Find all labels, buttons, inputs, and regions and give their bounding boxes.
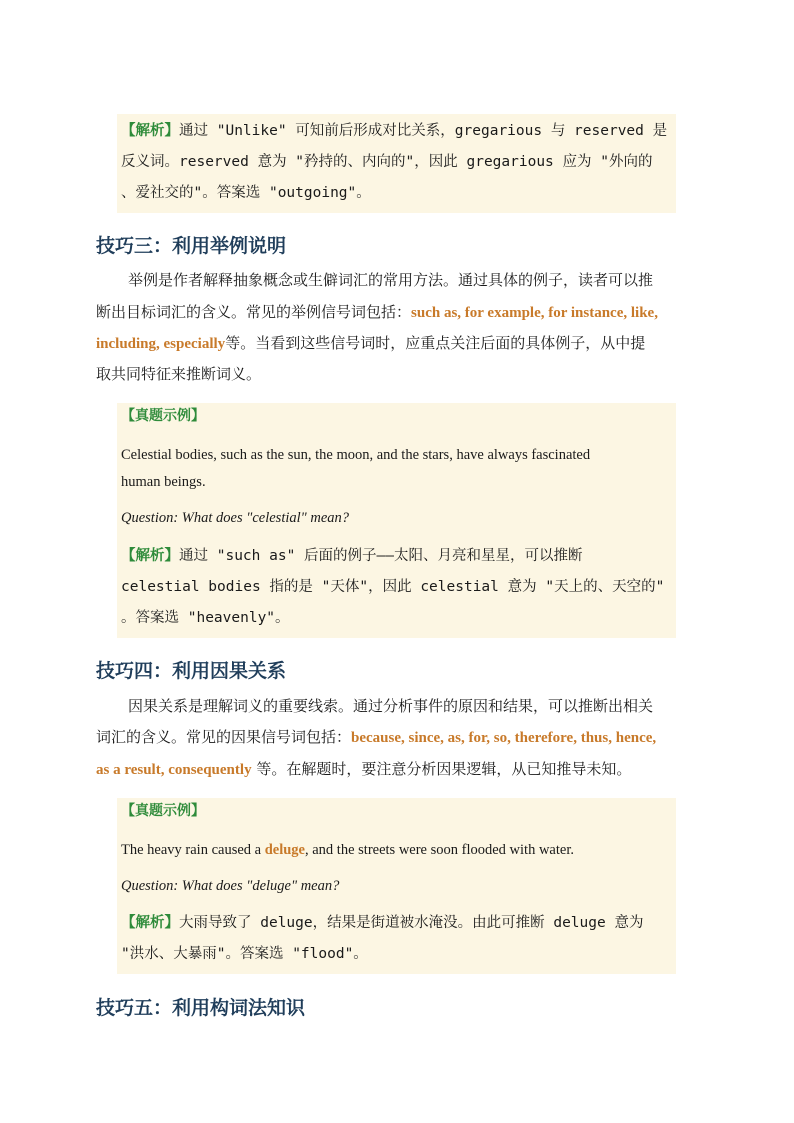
example-sentence xyxy=(121,840,574,860)
analysis-line-2: celestial bodies 指的是 "天体"，因此 celestial 意为 "天上的、天空的" xyxy=(121,579,665,595)
analysis-line-1 xyxy=(121,121,667,141)
analysis-line-1 xyxy=(121,546,583,566)
example-sentence-line-1: Celestial bodies, such as the sun, the moon, and the stars, have always fascinated xyxy=(121,447,591,463)
para-text: 等。在解题时，要注意分析因果逻辑，从已知推导未知。 xyxy=(251,760,632,778)
example-sentence-line-2: human beings. xyxy=(121,474,206,490)
example-question: Question: What does "celestial" mean? xyxy=(121,510,350,526)
section-heading-4: 技巧四：利用因果关系 xyxy=(96,660,287,682)
target-word: deluge xyxy=(264,842,305,858)
analysis-text: 通过 "Unlike" 可知前后形成对比关系，gregarious 与 reserved 是 xyxy=(179,123,668,139)
analysis-text: 通过 "such as" 后面的例子——太阳、月亮和星星，可以推断 xyxy=(179,548,583,564)
example-tag: 【真题示例】 xyxy=(121,408,205,424)
para-text: 断出目标词汇的含义。常见的举例信号词包括： xyxy=(96,303,412,321)
analysis-box-1 xyxy=(117,114,676,213)
section4-para-line-1: 因果关系是理解词义的重要线索。通过分析事件的原因和结果，可以推断出相关 xyxy=(128,697,654,715)
para-text: 等。当看到这些信号词时，应重点关注后面的具体例子，从中提 xyxy=(225,334,646,352)
signal-words: including, especially xyxy=(96,336,226,352)
section-heading-3: 技巧三：利用举例说明 xyxy=(96,235,287,257)
analysis-line-3: 、爱社交的"。答案选 "outgoing"。 xyxy=(121,185,371,201)
sentence-text: The heavy rain caused a xyxy=(121,842,265,858)
section4-para-line-2 xyxy=(96,727,656,748)
signal-words: such as, for example, for instance, like, xyxy=(411,305,658,321)
analysis-tag: 【解析】 xyxy=(121,123,179,139)
analysis-line-2: 反义词。reserved 意为 "矜持的、内向的"，因此 gregarious 应为 "外向的 xyxy=(121,154,653,170)
analysis-line-3: 。答案选 "heavenly"。 xyxy=(121,610,290,626)
section-heading-5: 技巧五：利用构词法知识 xyxy=(96,997,306,1019)
section3-para-line-4: 取共同特征来推断词义。 xyxy=(96,365,262,383)
section4-para-line-3 xyxy=(96,759,631,780)
analysis-line-1 xyxy=(121,913,643,933)
example-box-4 xyxy=(117,798,676,974)
example-box-3 xyxy=(117,403,676,638)
para-text: 词汇的含义。常见的因果信号词包括： xyxy=(96,728,352,746)
example-tag: 【真题示例】 xyxy=(121,803,205,819)
example-question: Question: What does "deluge" mean? xyxy=(121,878,340,894)
analysis-text: 大雨导致了 deluge，结果是街道被水淹没。由此可推断 deluge 意为 xyxy=(179,915,644,931)
section3-para-line-2 xyxy=(96,302,658,323)
section3-para-line-3 xyxy=(96,333,645,354)
sentence-text: , and the streets were soon flooded with water. xyxy=(305,842,574,858)
analysis-tag: 【解析】 xyxy=(121,548,179,564)
analysis-tag: 【解析】 xyxy=(121,915,179,931)
section3-para-line-1: 举例是作者解释抽象概念或生僻词汇的常用方法。通过具体的例子，读者可以推 xyxy=(128,271,654,289)
signal-words: as a result, consequently xyxy=(96,762,252,778)
analysis-line-2: "洪水、大暴雨"。答案选 "flood"。 xyxy=(121,946,368,962)
signal-words: because, since, as, for, so, therefore, thus, hence, xyxy=(351,730,657,746)
